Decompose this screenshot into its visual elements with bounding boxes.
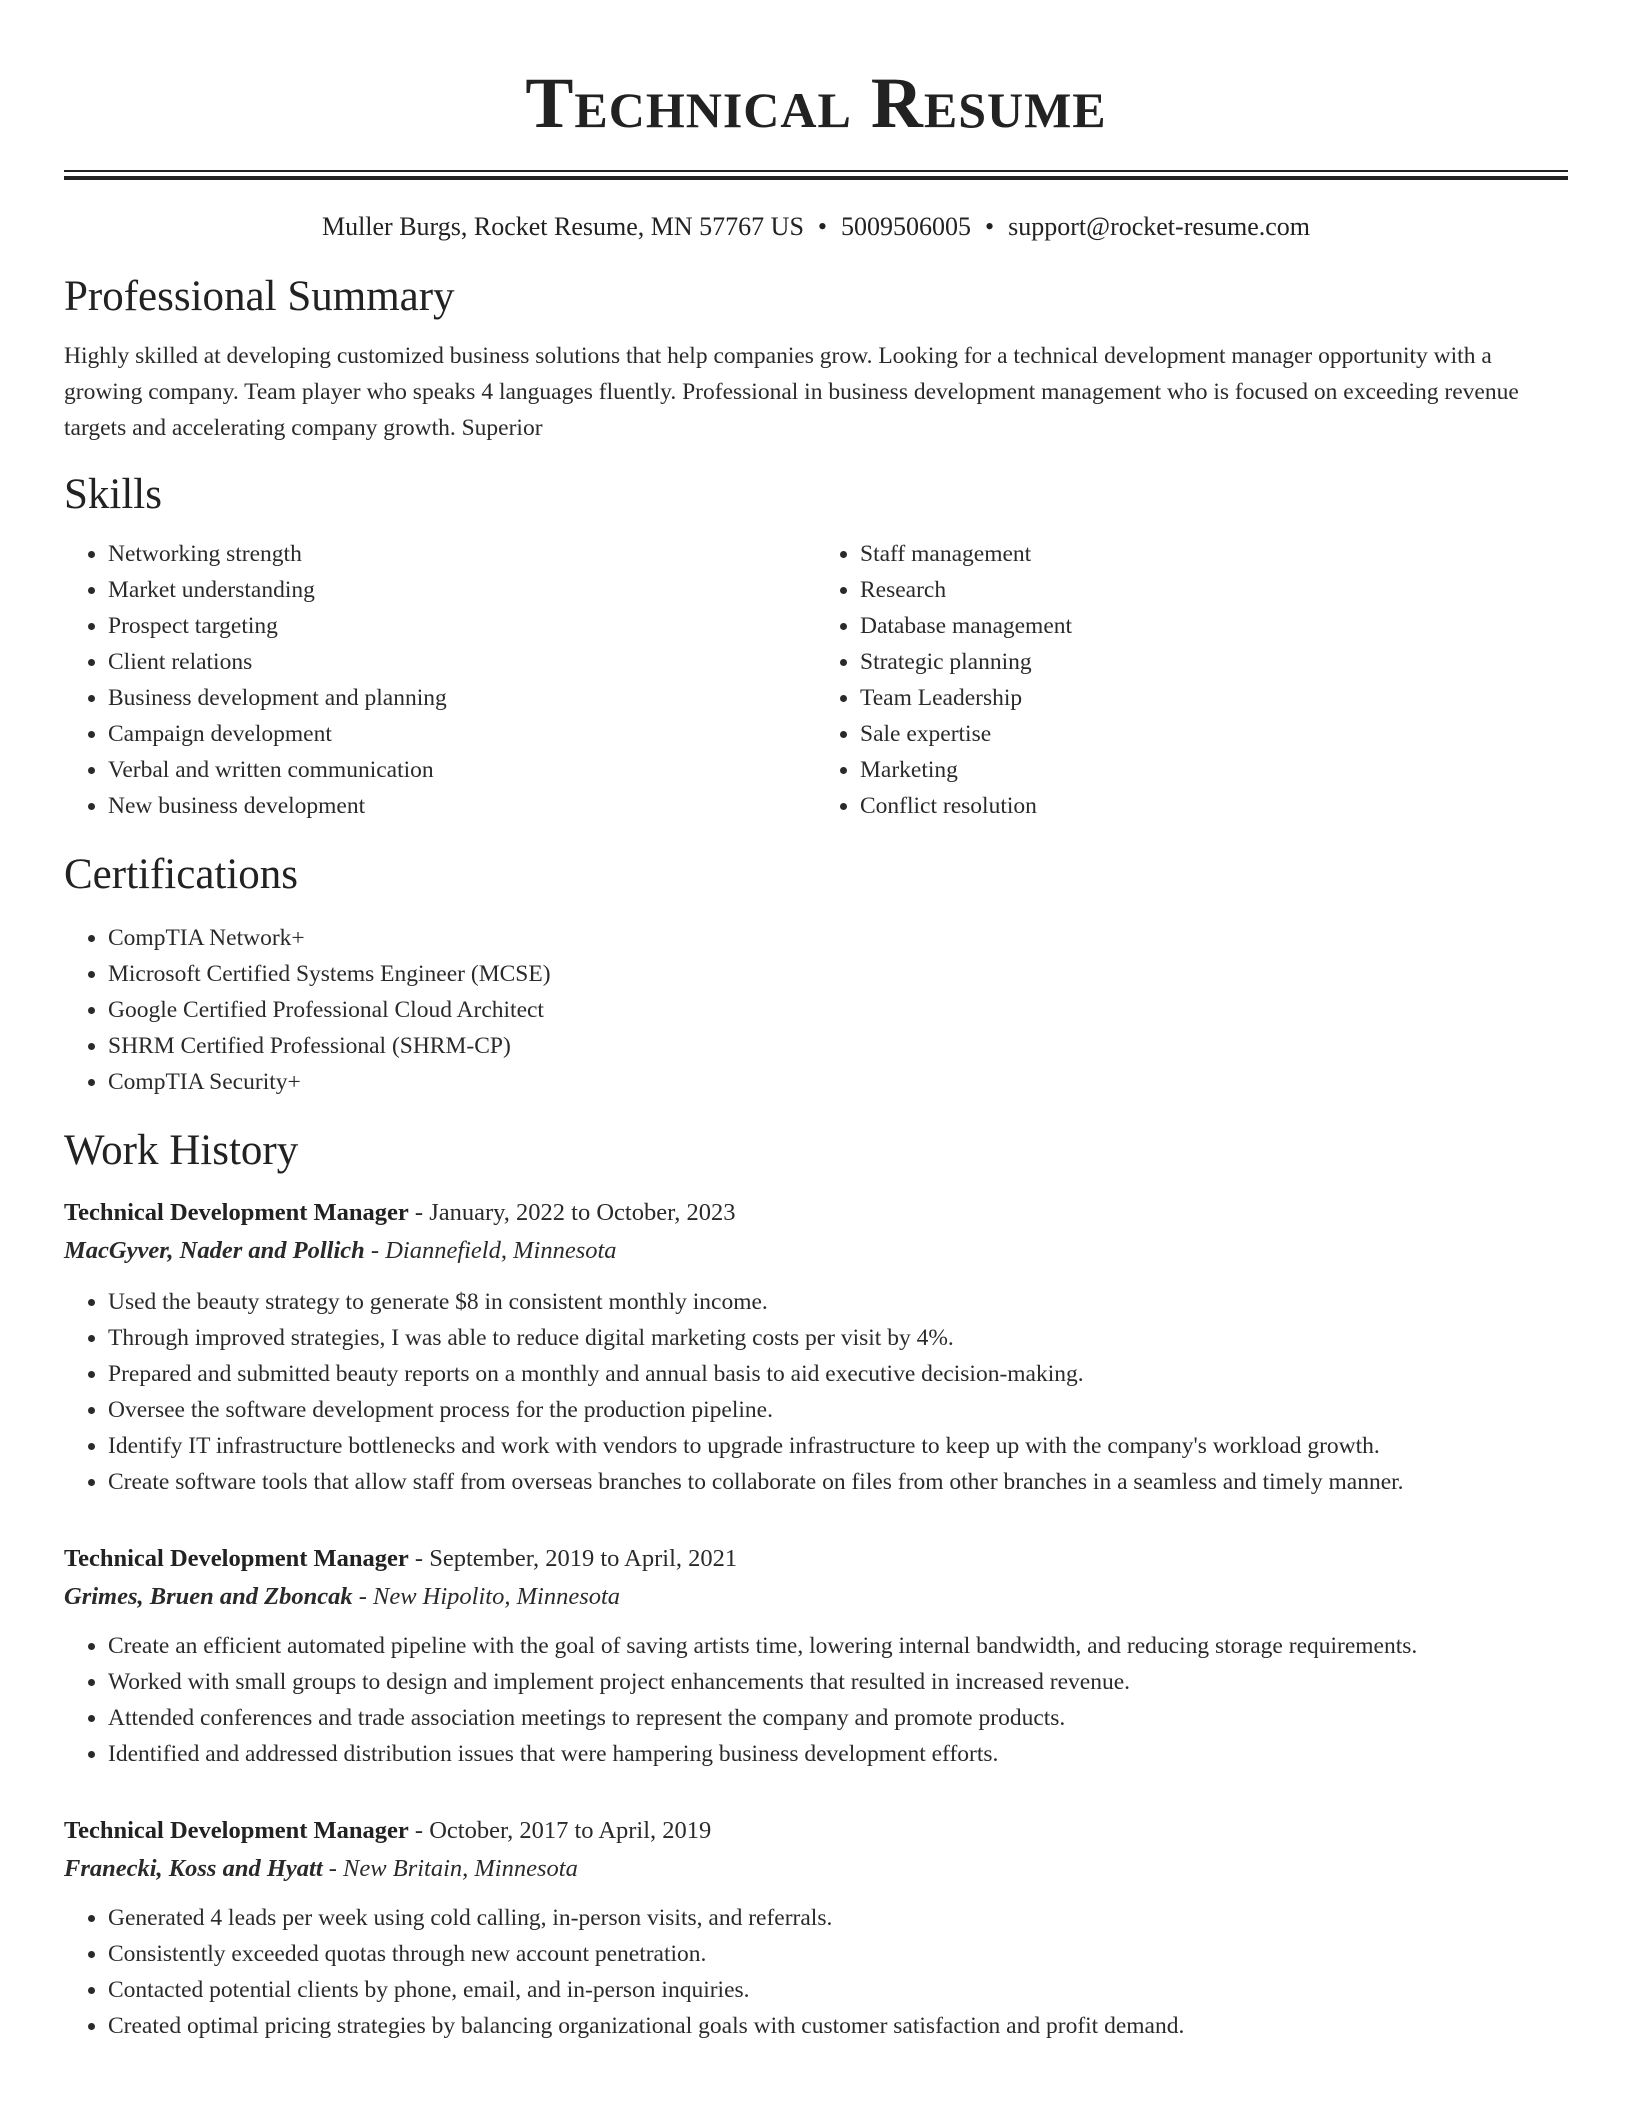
skill-item: • Business development and planning (108, 680, 816, 716)
contact-separator: • (985, 212, 995, 241)
certifications-heading: Certifications (64, 851, 299, 898)
contact-email: support@rocket-resume.com (1008, 212, 1311, 241)
job-company-line (64, 1578, 1568, 1616)
job-bullet: • Prepared and submitted beauty reports on a monthly and annual basis to aid executive decision-making. (108, 1356, 1568, 1392)
job-location: - Diannefield, Minnesota (364, 1237, 617, 1264)
job-bullet: • Created optimal pricing strategies by balancing organizational goals with customer satisfaction and profit demand. (108, 2008, 1568, 2044)
job-dates: - January, 2022 to October, 2023 (408, 1199, 736, 1226)
job-role: Technical Development Manager (64, 1199, 409, 1226)
skills-list-right (816, 536, 1568, 824)
job-dates: - October, 2017 to April, 2019 (408, 1817, 712, 1844)
skill-item: • New business development (108, 788, 816, 824)
job-company: Franecki, Koss and Hyatt (64, 1855, 323, 1882)
certifications-list (64, 920, 1568, 1100)
skill-item: • Marketing (860, 752, 1568, 788)
certification-item: • Microsoft Certified Systems Engineer (MCSE) (108, 956, 1568, 992)
skill-item: • Prospect targeting (108, 608, 816, 644)
skill-item: • Team Leadership (860, 680, 1568, 716)
job-bullets (64, 1628, 1568, 1772)
title-divider (64, 170, 1568, 180)
contact-phone: 5009506005 (841, 212, 972, 241)
job-bullet: • Generated 4 leads per week using cold calling, in-person visits, and referrals. (108, 1900, 1568, 1936)
job-location: - New Britain, Minnesota (322, 1855, 578, 1882)
summary-text: Highly skilled at developing customized business solutions that help companies grow. Looking for a technical development manager opportunity with a growing company. Team player who speaks 4 languages fluently. Professional in business development management who is focused on exceeding revenue targets and accelerating company growth. Superior (64, 343, 1519, 441)
job-bullet: • Identified and addressed distribution issues that were hampering business development efforts. (108, 1736, 1568, 1772)
skill-item: • Research (860, 572, 1568, 608)
resume-title: Technical Resume (525, 63, 1107, 143)
job-title-line (64, 1812, 1568, 1850)
job-entry (64, 1194, 1568, 1500)
summary-heading: Professional Summary (64, 273, 455, 320)
job-bullet: • Through improved strategies, I was able to reduce digital marketing costs per visit by 4%. (108, 1320, 1568, 1356)
certification-item: • Google Certified Professional Cloud Architect (108, 992, 1568, 1028)
job-bullet: • Attended conferences and trade association meetings to represent the company and promote products. (108, 1700, 1568, 1736)
skill-item: • Strategic planning (860, 644, 1568, 680)
job-company-line (64, 1232, 1568, 1270)
job-bullet: • Contacted potential clients by phone, email, and in-person inquiries. (108, 1972, 1568, 2008)
job-dates: - September, 2019 to April, 2021 (408, 1545, 738, 1572)
job-entry (64, 1812, 1568, 2044)
skill-item: • Campaign development (108, 716, 816, 752)
job-title-line (64, 1194, 1568, 1232)
skills-columns (64, 536, 1568, 824)
skill-item: • Client relations (108, 644, 816, 680)
job-bullet: • Used the beauty strategy to generate $8 in consistent monthly income. (108, 1284, 1568, 1320)
job-bullets (64, 1284, 1568, 1500)
skill-item: • Conflict resolution (860, 788, 1568, 824)
certification-item: • CompTIA Network+ (108, 920, 1568, 956)
contact-address: Muller Burgs, Rocket Resume, MN 57767 US (321, 212, 804, 241)
job-company: MacGyver, Nader and Pollich (64, 1237, 365, 1264)
job-entry (64, 1540, 1568, 1772)
job-company: Grimes, Bruen and Zboncak (64, 1583, 353, 1610)
skill-item: • Networking strength (108, 536, 816, 572)
certification-item: • SHRM Certified Professional (SHRM-CP) (108, 1028, 1568, 1064)
job-location: - New Hipolito, Minnesota (352, 1583, 621, 1610)
skills-heading: Skills (64, 471, 162, 518)
skill-item: • Staff management (860, 536, 1568, 572)
job-bullet: • Consistently exceeded quotas through new account penetration. (108, 1936, 1568, 1972)
contact-line (64, 210, 1568, 244)
work-history-heading: Work History (64, 1127, 299, 1174)
skill-item: • Sale expertise (860, 716, 1568, 752)
job-bullet: • Create an efficient automated pipeline with the goal of saving artists time, lowering internal bandwidth, and reducing storage requirements. (108, 1628, 1568, 1664)
job-bullet: • Oversee the software development process for the production pipeline. (108, 1392, 1568, 1428)
job-company-line (64, 1850, 1568, 1888)
job-bullets (64, 1900, 1568, 2044)
skill-item: • Verbal and written communication (108, 752, 816, 788)
job-bullet: • Create software tools that allow staff from overseas branches to collaborate on files from other branches in a seamless and timely manner. (108, 1464, 1568, 1500)
skill-item: • Database management (860, 608, 1568, 644)
contact-separator: • (817, 212, 828, 241)
job-bullet: • Identify IT infrastructure bottlenecks and work with vendors to upgrade infrastructure to keep up with the company's workload growth. (108, 1428, 1568, 1464)
job-role: Technical Development Manager (64, 1545, 409, 1572)
job-bullet: • Worked with small groups to design and implement project enhancements that resulted in increased revenue. (108, 1664, 1568, 1700)
certification-item: • CompTIA Security+ (108, 1064, 1568, 1100)
job-role: Technical Development Manager (64, 1817, 409, 1844)
job-title-line (64, 1540, 1568, 1578)
skills-list-left (64, 536, 816, 824)
skill-item: • Market understanding (108, 572, 816, 608)
